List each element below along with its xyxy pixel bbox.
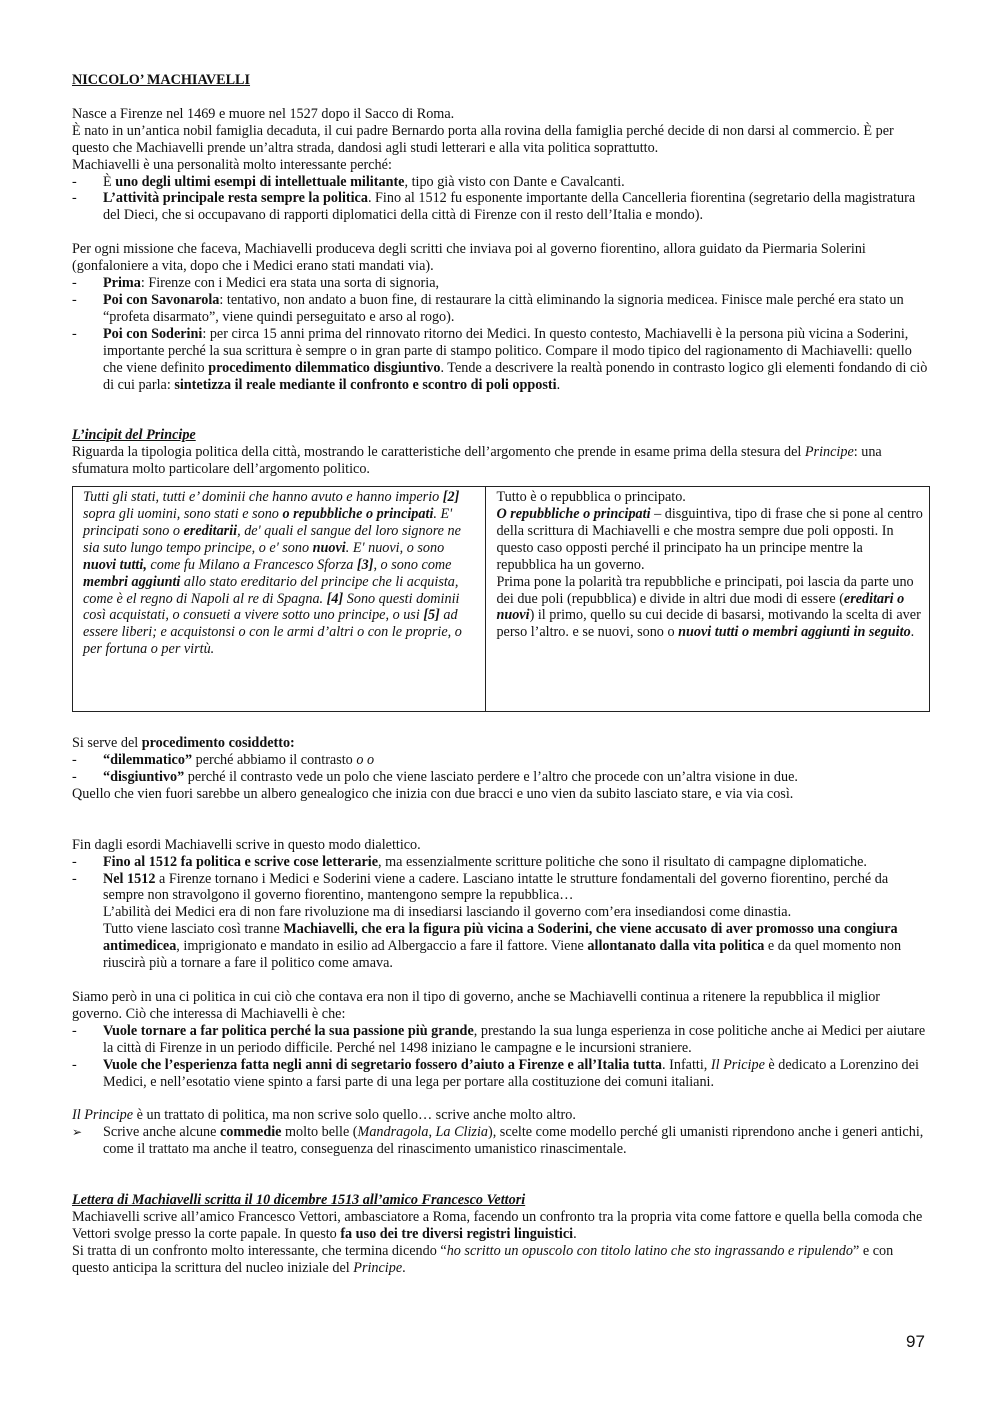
text-run: Tutti gli stati, tutti e’ dominii che hanno avuto e hanno imperio <box>83 489 443 506</box>
italic-text: Mandragola <box>357 1124 429 1141</box>
commentary-cell <box>486 487 930 712</box>
procedimento-paragraph: Quello che vien fuori sarebbe un albero genealogico che inizia con due bracci e uno vien da subito lasciato stare, e via via così. <box>72 785 794 802</box>
dash-bullet: - <box>72 853 77 870</box>
text-run: . <box>556 376 561 393</box>
incipit-section <box>72 427 932 712</box>
text-run: , o sono come <box>373 556 452 573</box>
text-run: , ma essenzialmente scritture politiche che sono il risultato di campagne diplomatiche. <box>378 853 867 870</box>
bold-text: allontanato dalla vita politica <box>587 938 765 955</box>
document-title: NICCOLO’ MACHIAVELLI <box>72 72 251 88</box>
text-run: . E' principati sono o <box>83 506 453 539</box>
missions-paragraph: Per ogni missione che faceva, Machiavelli produceva degli scritti che inviava poi al governo fiorentino, allora guidato da Piermaria Solerini (gonfaloniere a vita, dopo che i Medici erano stati mandati via). <box>72 241 866 275</box>
list-item <box>72 1023 932 1057</box>
text-run: : per circa 15 anni prima del rinnovato ritorno dei Medici. In questo contesto, Machiavelli è la persona più vicina a Soderini, importante perché la sua scrittura è sempre o in gran parte di stampo politico. Compare il modo tipico del ragionamento di Machiavelli: quello che viene definito <box>103 325 912 376</box>
text-run: a Firenze tornano i Medici e Soderini viene a cadere. Lasciano intatte le strutture fondamentali del governo fiorentino, perché da sempre non stravolgono il governo fiorentino, mantengono sempre la repubblica… <box>103 870 889 904</box>
text-run: . Fino al 1512 fu esponente importante della Cancelleria fiorentina (segretario della magistratura del Dieci, che si occupavano di rapporti diplomatici della città di Firenze con il resto dell’Italia e mondo). <box>103 190 916 224</box>
list-item <box>72 326 932 394</box>
text-run: perché abbiamo il contrasto <box>192 752 357 769</box>
text-run: è dedicato a Lorenzino dei Medici, e nell’esotatio viene spinto a farsi parte di una lega per portare alla costituzione dei comuni italiani. <box>103 1056 919 1090</box>
text-run: – disguintiva, tipo di frase che si pone al centro della scrittura di Machiavelli e che mostra sempre due poli opposti. In questo caso opposti perché il principato ha un principe mentre la repubblica ha un governo. <box>496 506 923 573</box>
bold-italic-text: ereditari o nuovi <box>496 590 905 624</box>
text-run: , tipo già visto con Dante e Cavalcanti. <box>404 173 625 190</box>
incipit-heading: L’incipit del Principe <box>72 427 196 444</box>
text-run: Sono questi dominii così acquistati, o consueti a vivere sotto uno principe, o usi <box>83 590 460 624</box>
dash-bullet: - <box>72 275 77 292</box>
text-run: , imprigionato e mandato in esilio ad Albergaccio a fare il fattore. Viene <box>176 938 588 955</box>
dash-bullet: - <box>72 291 77 308</box>
italic-text: Il Principe <box>72 1107 134 1124</box>
italic-text: Principe <box>353 1259 403 1276</box>
list-item <box>72 174 932 191</box>
esordi-section <box>72 837 932 972</box>
text-run: come fu Milano a Francesco Sforza <box>146 556 357 573</box>
text-run: Scrive anche alcune <box>103 1124 220 1141</box>
list-item <box>72 854 932 871</box>
bold-text: uno degli ultimi esempi di intellettuale militante <box>115 173 405 190</box>
text-run: Si tratta di un confronto molto interessante, che termina dicendo “ <box>72 1242 447 1259</box>
list-item <box>72 769 932 786</box>
italic-text: Principe <box>804 444 854 461</box>
text-block <box>103 871 888 904</box>
bold-text: “dilemmatico” <box>103 752 193 769</box>
incipit-paragraph <box>72 444 932 478</box>
bold-text: Poi con Soderini <box>103 325 203 342</box>
bold-text: commedie <box>220 1124 282 1141</box>
text-run: È <box>103 173 116 190</box>
bold-text: Prima <box>103 275 141 292</box>
italic-text: La Clizia <box>435 1124 488 1141</box>
lettera-section <box>72 1192 932 1277</box>
list-item <box>72 1057 932 1091</box>
missions-section <box>72 241 932 393</box>
text-run: ad essere liberi; e acquistonsi o con le armi d’altri o con le proprie, o per fortuna o per virtù. <box>83 607 462 658</box>
list-item <box>72 275 932 292</box>
incipit-table <box>72 486 930 712</box>
principe-section <box>72 1107 932 1158</box>
bold-text: Poi con Savonarola <box>103 291 220 308</box>
text-run: , <box>428 1124 436 1141</box>
quote-cell <box>73 487 486 712</box>
commentary-line: Tutto è o repubblica o principato. <box>496 489 686 506</box>
governo-paragraph: Siamo però in una ci politica in cui ciò che contava era non il tipo di governo, anche se Machiavelli continua a ritenere la repubblica il miglior governo. Ciò che interessa di Machiavelli è che: <box>72 989 881 1022</box>
text-run: ), scelte come modello perché gli umanisti riprendono anche i generi antichi, come il trattato ma anche il teatro, conseguenza del rinascimento umanistico rinascimentale. <box>103 1124 924 1158</box>
note-marker: [4] <box>326 590 344 607</box>
bold-text: fa uso dei tre diversi registri linguistici <box>340 1225 574 1242</box>
text-run: sopra gli uomini, sono stati e sono <box>83 506 283 523</box>
lettera-paragraph <box>72 1209 932 1243</box>
text-run: . <box>573 1225 577 1242</box>
list-item <box>72 190 932 224</box>
document-page <box>72 72 932 1277</box>
dash-bullet: - <box>72 1056 77 1073</box>
lettera-heading: Lettera di Machiavelli scritta il 10 dicembre 1513 all’amico Francesco Vettori <box>72 1192 526 1209</box>
text-run: , de' quali el sangue del loro signore ne sia suto lungo tempo principe, o e' sono <box>83 522 461 556</box>
text-run: : tentativo, non andato a buon fine, di restaurare la città eliminando la signoria medicea. Finisce male perché era stato un “profeta disarmato”, viene quindi perseguitato e arso al rogo). <box>103 291 904 325</box>
text-run: , prestando la sua lunga esperienza in cose politiche anche ai Medici per aiutare la città di Firenze in un periodo difficile. Perché nel 1498 iniziano le campagne e le incursioni straniere. <box>103 1022 926 1056</box>
text-run: : Firenze con i Medici era stata una sorta di signoria, <box>140 275 440 292</box>
italic-text: Il Pricipe <box>710 1056 765 1073</box>
bold-text: ereditarii <box>183 522 238 539</box>
procedimento-section <box>72 735 932 803</box>
commentary-paragraph <box>496 506 923 574</box>
intro-paragraph: Machiavelli è una personalità molto interessante perché: <box>72 156 392 173</box>
intro-section <box>72 106 932 224</box>
note-marker: [5] <box>423 607 440 624</box>
text-run: ) il primo, quello su cui decide di basarsi, motivando la scelta di aver perso l’altro. e se nuovi, sono o <box>496 607 921 641</box>
text-run: allo stato ereditario del principe che li acquista, come è el regno di Napoli al re di Spagna. <box>83 573 459 607</box>
bold-text: sintetizza il reale mediante il confronto e scontro di poli opposti <box>174 376 557 393</box>
note-marker: [2] <box>442 489 460 506</box>
list-item <box>72 292 932 326</box>
italic-text: ho scritto un opuscolo con titolo latino che sto ingrassando e ripulendo <box>446 1242 853 1259</box>
text-run: molto belle ( <box>281 1124 358 1141</box>
text-run: Tutto viene lasciato così tranne <box>103 921 284 938</box>
table-row <box>73 487 930 712</box>
text-run: . <box>402 1259 406 1276</box>
principe-paragraph <box>72 1107 932 1124</box>
dash-bullet: - <box>72 190 77 207</box>
bold-text: o repubbliche o principati <box>282 506 434 523</box>
note-marker: [3] <box>356 556 374 573</box>
dash-bullet: - <box>72 173 77 190</box>
procedimento-paragraph <box>72 735 932 752</box>
text-run: perché il contrasto vede un polo che viene lasciato perdere e l’altro che procede con un’altra visione in due. <box>184 768 798 785</box>
text-run: e da quel momento non riuscirà più a tornare a fare il politico come amava. <box>103 938 902 972</box>
esordi-paragraph: Fin dagli esordi Machiavelli scrive in questo modo dialettico. <box>72 836 421 853</box>
text-run: Riguarda la tipologia politica della città, mostrando le caratteristiche dell’argomento che prende in esame prima della stesura del <box>72 444 805 461</box>
commentary-paragraph <box>496 574 923 642</box>
dash-bullet: - <box>72 1022 77 1039</box>
bold-italic-text: nuovi tutti o membri aggiunti in seguito <box>678 624 911 641</box>
bold-text: Fino al 1512 fa politica e scrive cose letterarie <box>103 853 378 870</box>
text-run: . Tende a descrivere la realtà ponendo in contrasto logico gli elementi fondando di ciò di cui parla: <box>103 359 928 393</box>
dash-bullet: - <box>72 325 77 342</box>
governo-section <box>72 989 932 1090</box>
list-item <box>72 1124 932 1158</box>
text-run: . <box>910 624 915 641</box>
list-item <box>72 871 932 972</box>
bold-text: “disgiuntivo” <box>103 768 185 785</box>
text-run: . E' nuovi, o sono <box>345 539 445 556</box>
dash-bullet: - <box>72 870 77 887</box>
bold-text: Machiavelli, che era la figura più vicina a Soderini, che viene accusato di aver promosso una congiura antimedicea <box>103 921 898 955</box>
text-run: Prima pone la polarità tra repubbliche e principati, poi lascia da parte uno dei due poli (repubblica) e divide in altri due modi di essere ( <box>496 573 914 607</box>
bold-text: L’attività principale resta sempre la politica <box>103 190 368 207</box>
dash-bullet: - <box>72 752 77 769</box>
lettera-paragraph <box>72 1243 932 1277</box>
bold-text: Vuole tornare a far politica perché la sua passione più grande <box>103 1022 474 1039</box>
bold-italic-text: O repubbliche o principati <box>496 506 651 523</box>
bold-text: nuovi <box>312 539 346 556</box>
text-run: . Infatti, <box>662 1056 711 1073</box>
bold-text: membri aggiunti <box>83 573 181 590</box>
intro-paragraph: Nasce a Firenze nel 1469 e muore nel 1527 dopo il Sacco di Roma. <box>72 105 455 122</box>
bold-text: nuovi tutti, <box>83 556 147 573</box>
text-run: è un trattato di politica, ma non scrive solo quello… scrive anche molto altro. <box>133 1107 576 1124</box>
dash-bullet: - <box>72 768 77 785</box>
italic-text: o o <box>356 752 375 769</box>
bold-text: Vuole che l’esperienza fatta negli anni di segretario fossero d’aiuto a Firenze e all’Italia tutta <box>103 1056 663 1073</box>
list-item <box>72 752 932 769</box>
text-run: Si serve del <box>72 735 142 752</box>
text-run: ” e con questo anticipa la scrittura del nucleo iniziale del <box>72 1242 894 1276</box>
text-block: L’abilità dei Medici era di non fare rivoluzione ma di insediarsi lasciando il governo com’era insediandosi come dinastia. <box>103 904 792 921</box>
intro-paragraph: È nato in un’antica nobil famiglia decaduta, il cui padre Bernardo porta alla rovina della famiglia perché decide di non darsi al commercio. È per questo che Machiavelli prende un’altra strada, dandosi agli studi letterari e alla vita politica soprattutto. <box>72 122 894 156</box>
text-block <box>103 921 901 971</box>
text-run: : una sfumatura molto particolare dell’argomento politico. <box>72 444 882 478</box>
arrow-bullet-icon: ➢ <box>72 1125 83 1140</box>
bold-text: procedimento dilemmatico disgiuntivo <box>208 359 441 376</box>
bold-text: procedimento cosiddetto: <box>141 735 295 752</box>
text-run: Machiavelli scrive all’amico Francesco Vettori, ambasciatore a Roma, facendo un confronto tra la propria vita come fattore e quella bella comoda che Vettori svolge presso la corte papale. In questo <box>72 1209 923 1242</box>
bold-text: Nel 1512 <box>103 870 156 887</box>
page-number: 97 <box>906 1332 925 1351</box>
